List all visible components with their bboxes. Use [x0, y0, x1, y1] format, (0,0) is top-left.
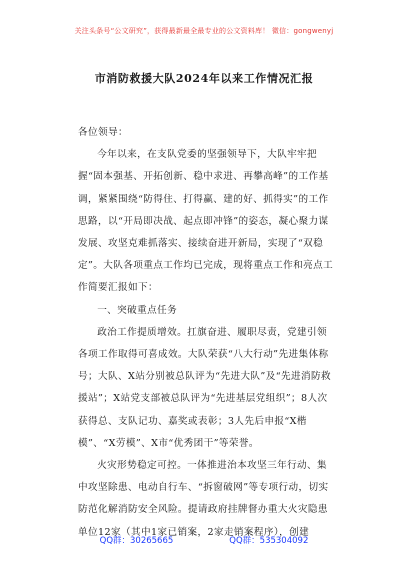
qq-group-1: QQ群：30265665: [99, 536, 174, 546]
source-banner: 关注头条号“公文研究”，获得最新最全最专业的公文资料库！ 微信：gongwenyj: [74, 27, 334, 35]
document-title: 市消防救援大队2024年以来工作情况汇报: [94, 72, 314, 85]
paragraph: 火灾形势稳定可控。一体推进治本攻坚三年行动、集中攻坚除患、电动自行车、“拆窗破网”等专项行动，切实防范化解消防安全风险。提请政府挂牌督办重大火灾隐患单位12家（其中1家已销案，2家走销案程序），创建: [78, 460, 329, 538]
footer: [0, 534, 408, 546]
document-body: [78, 122, 336, 544]
qq-group-2: QQ群：535304092: [229, 536, 309, 546]
section-heading: 一、突破重点任务: [97, 304, 178, 316]
greeting: 各位领导：: [78, 127, 128, 138]
paragraph: 政治工作提质增效。扛旗奋进、履职尽责，党建引领各项工作取得可喜成效。大队荣获“八大行动”先进集体称号；大队、X站分别被总队评为“先进大队”及“先进消防救援站”；X站党支部被总队评为“先进基层党组织”；8人次获得总、支队记功、嘉奖或表彰；3人先后申报“X楷模”、“X劳模”、X市“优秀团干”等荣誉。: [78, 326, 331, 449]
paragraph: 今年以来，在支队党委的坚强领导下，大队牢牢把握“固本强基、开拓创新、稳中求进、再攀高峰”的工作基调，紧紧围绕“防得住、打得赢、建的好、抓得实”的工作思路，以“开局即决战、起点即冲锋”的姿态，凝心聚力谋发展、攻坚克难抓落实、接续奋进开新局，实现了“双稳定”。大队各项重点工作均已完成，现将重点工作和亮点工作简要汇报如下：: [78, 149, 334, 294]
